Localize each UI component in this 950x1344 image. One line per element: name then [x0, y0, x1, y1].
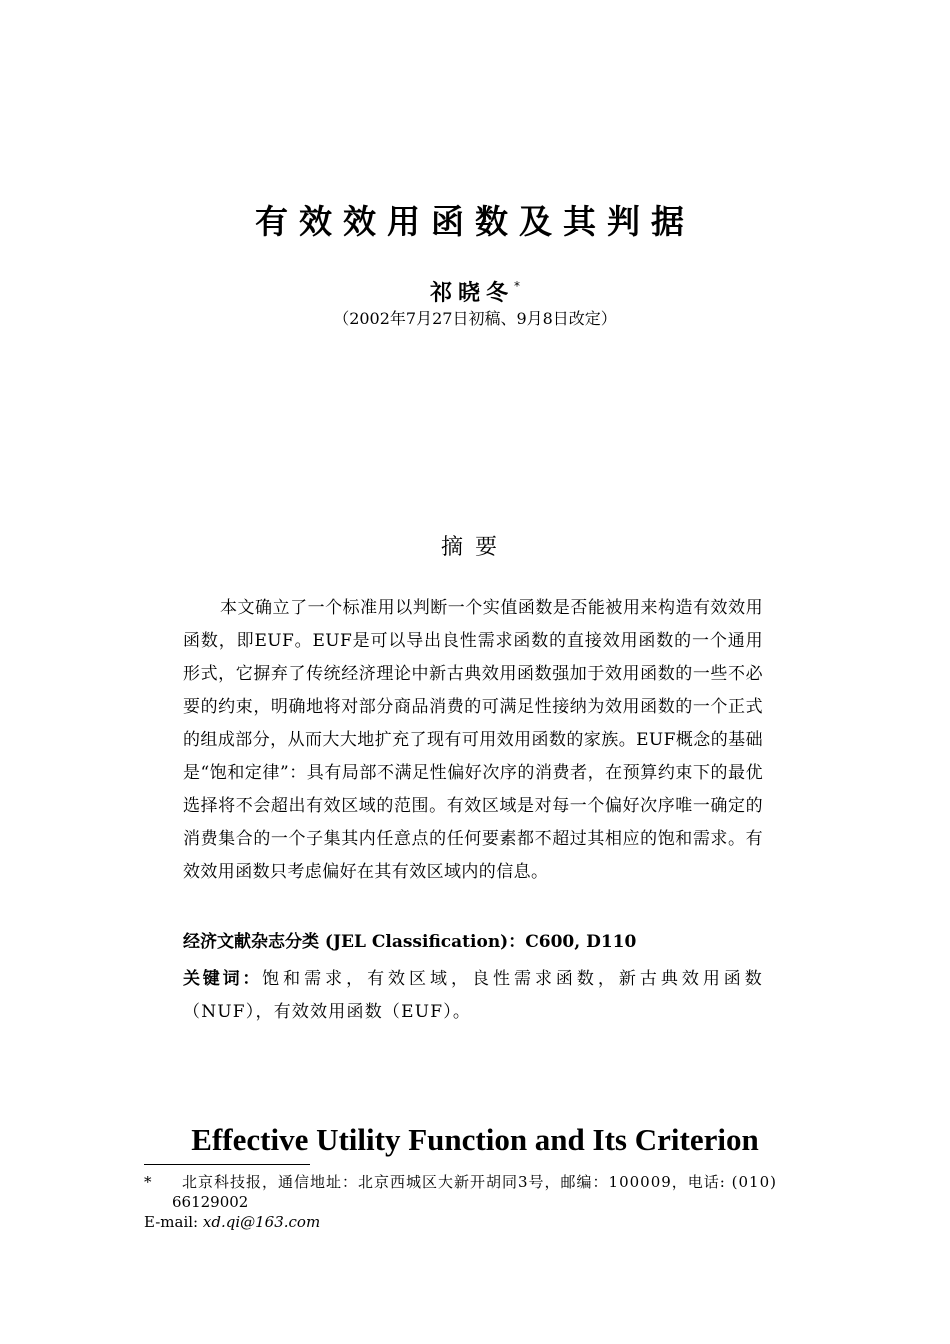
jel-label-cn: 经济文献杂志分类 [183, 932, 319, 952]
keywords-text: 饱和需求，有效区域，良性需求函数，新古典效用函数（NUF），有效效用函数（EUF）。 [183, 969, 763, 1022]
email-address[interactable]: xd.qi@163.com [202, 1213, 321, 1231]
email-label: E-mail: [144, 1213, 203, 1231]
paper-title: 有效效用函数及其判据 [255, 202, 695, 241]
author-line [0, 276, 950, 307]
english-title: Effective Utility Function and Its Criterion [191, 1122, 759, 1157]
jel-classification [183, 927, 783, 952]
jel-codes: C600, D110 [525, 932, 637, 952]
footnote-email-line [144, 1212, 814, 1232]
abstract-body: 本文确立了一个标准用以判断一个实值函数是否能被用来构造有效效用函数，即EUF。EUF是可以导出良性需求函数的直接效用函数的一个通用形式，它摒弃了传统经济理论中新古典效用函数强加于效用函数的一些不必要的约束，明确地将对部分商品消费的可满足性接纳为效用函数的一个正式的组成部分，从而大大地扩充了现有可用效用函数的家族。EUF概念的基础是“饱和定律”：具有局部不满足性偏好次序的消费者，在预算约束下的最优选择将不会超出有效区域的范围。有效区域是对每一个偏好次序唯一确定的消费集合的一个子集其内任意点的任何要素都不超过其相应的饱和需求。有效效用函数只考虑偏好在其有效区域内的信息。 [183, 598, 763, 882]
jel-label-en: (JEL Classification)： [319, 932, 526, 952]
footnote [144, 1172, 814, 1232]
author-name: 祁晓冬 [429, 281, 514, 306]
footnote-text: 北京科技报，通信地址：北京西城区大新开胡同3号，邮编：100009，电话: (010) [182, 1173, 777, 1191]
footnote-mark: * [144, 1173, 152, 1191]
keywords-label: 关键词： [183, 969, 263, 989]
revision-dates: （2002年7月27日初稿、9月8日改定） [333, 309, 617, 328]
author-footnote-mark: * [514, 279, 520, 293]
footnote-continuation: 66129002 [172, 1193, 249, 1211]
footnote-divider [144, 1164, 310, 1165]
abstract-heading: 摘要 [440, 535, 509, 560]
keywords [183, 963, 763, 1029]
